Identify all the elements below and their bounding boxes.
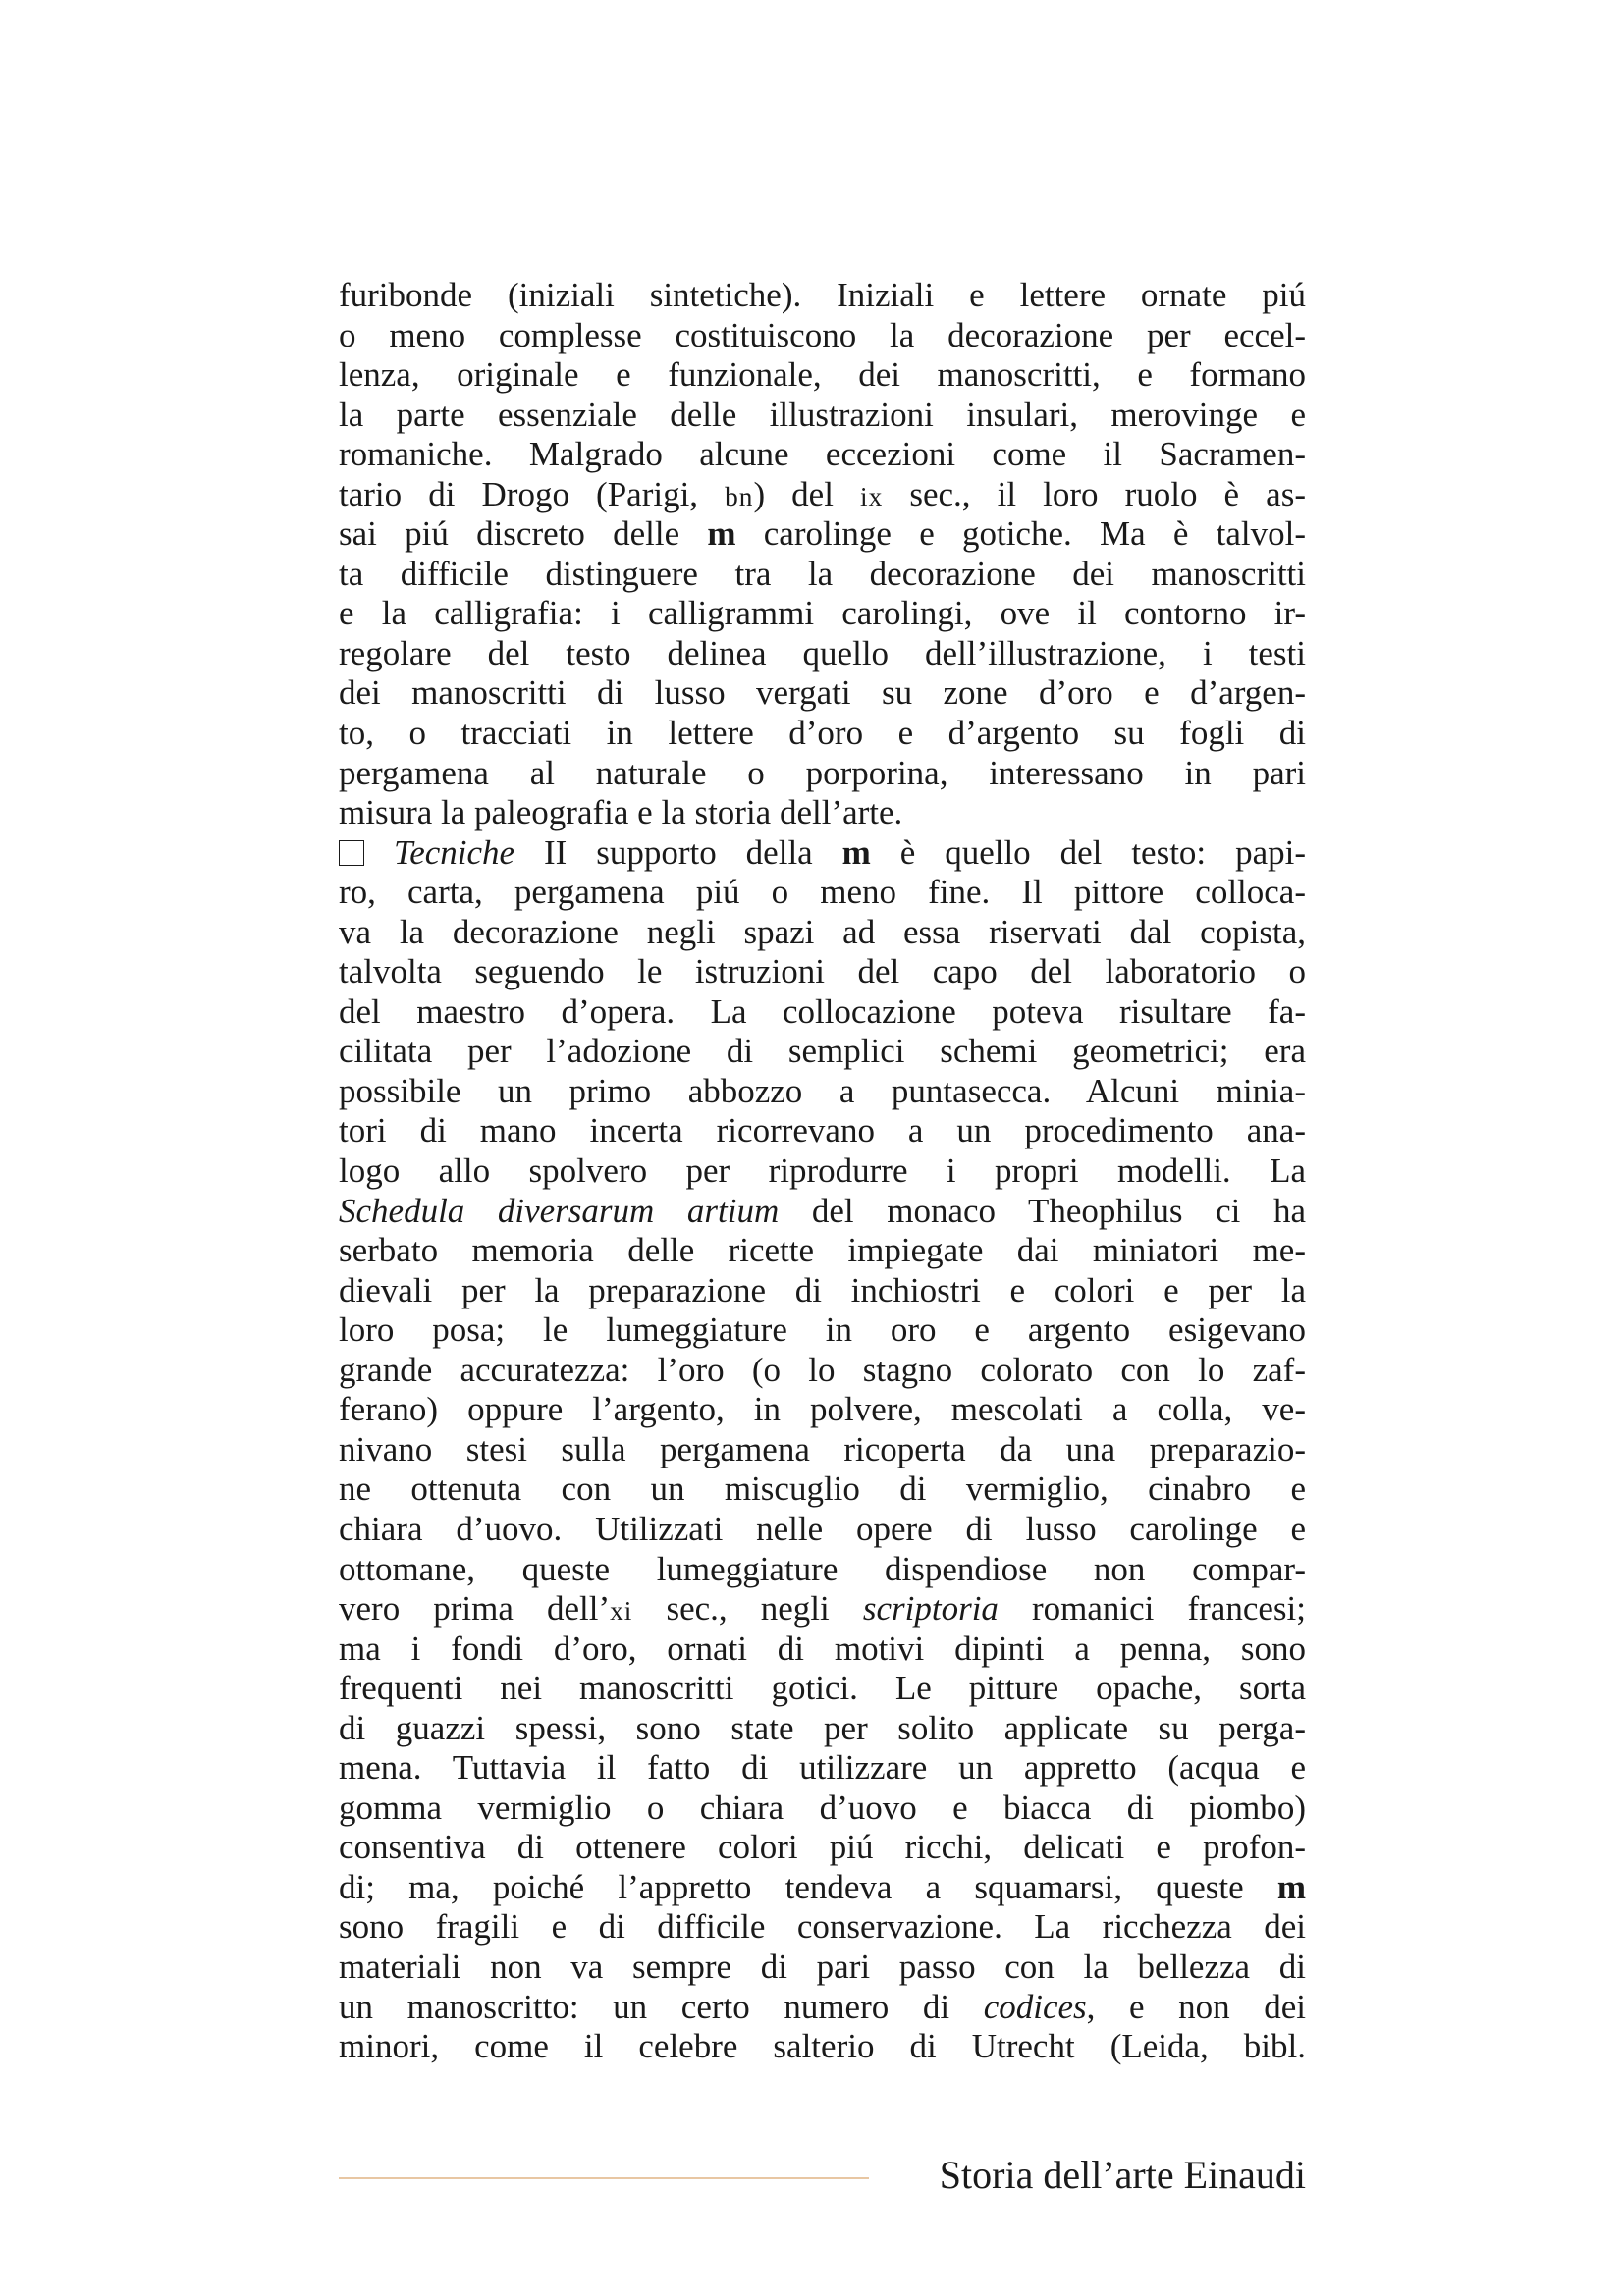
text-line	[339, 1430, 1306, 1470]
text-line	[339, 1271, 1306, 1311]
text-line	[339, 1111, 1306, 1151]
text-span: o meno complesse costituiscono la decorazione per eccel-	[339, 315, 1306, 354]
text-line	[339, 673, 1306, 714]
text-line	[339, 1709, 1306, 1749]
text-line	[339, 1550, 1306, 1590]
text-line	[339, 1469, 1306, 1510]
bold-term: m	[841, 832, 871, 872]
text-span: un manoscritto: un certo numero di	[339, 1987, 984, 2026]
text-line	[339, 1789, 1306, 1829]
text-line	[339, 1032, 1306, 1072]
text-line	[339, 1151, 1306, 1192]
text-span: carolinge e gotiche. Ma è talvol-	[735, 514, 1306, 554]
text-line	[339, 276, 1306, 316]
text-line	[339, 1310, 1306, 1351]
text-span: di; ma, poiché l’appretto tendeva a squamarsi, queste	[339, 1867, 1277, 1906]
bold-term: m	[1276, 1867, 1306, 1906]
roman-numeral: ix	[860, 481, 884, 511]
text-span: dei manoscritti di lusso vergati su zone d’oro e d’argen-	[339, 673, 1306, 713]
text-line	[339, 396, 1306, 436]
text-line	[339, 1192, 1306, 1232]
text-span: talvolta seguendo le istruzioni del capo del laboratorio o	[339, 952, 1306, 991]
text-line	[339, 435, 1306, 475]
text-span: grande accuratezza: l’oro (o lo stagno colorato con lo zaf-	[339, 1350, 1306, 1389]
text-line	[339, 833, 1306, 874]
text-span: II supporto della	[514, 832, 842, 872]
text-line	[339, 992, 1306, 1033]
text-span: ta difficile distinguere tra la decorazione dei manoscritti	[339, 554, 1306, 593]
roman-numeral: xi	[610, 1596, 633, 1627]
text-line	[339, 714, 1306, 754]
text-span: regolare del testo delinea quello dell’illustrazione, i testi	[339, 633, 1306, 672]
bold-term: m	[707, 514, 736, 554]
text-span: sono fragili e di difficile conservazione. La ricchezza dei	[339, 1907, 1306, 1947]
text-line	[339, 952, 1306, 992]
text-span: minori, come il celebre salterio di Utrecht (Leida, bibl.	[339, 2027, 1306, 2066]
text-line	[339, 913, 1306, 953]
text-span: frequenti nei manoscritti gotici. Le pitture opache, sorta	[339, 1669, 1306, 1708]
text-span: furibonde (iniziali sintetiche). Iniziali e lettere ornate piú	[339, 276, 1306, 314]
text-line	[339, 754, 1306, 794]
text-line	[339, 1669, 1306, 1709]
text-span: mena. Tuttavia il fatto di utilizzare un appretto (acqua e	[339, 1748, 1306, 1788]
text-span: to, o tracciati in lettere d’oro e d’argento su fogli di	[339, 714, 1306, 753]
text-line	[339, 1868, 1306, 1908]
text-span: romanici francesi;	[998, 1589, 1306, 1629]
text-span: dievali per la preparazione di inchiostri e colori e per la	[339, 1270, 1306, 1309]
text-span: va la decorazione negli spazi ad essa riservati dal copista,	[339, 912, 1306, 951]
text-line	[339, 1907, 1306, 1948]
text-span: sec., negli	[632, 1589, 863, 1629]
text-line	[339, 1748, 1306, 1789]
text-line	[339, 873, 1306, 913]
footer-rule	[339, 2177, 869, 2179]
text-span: sai piú discreto delle	[339, 514, 708, 554]
text-span: tori di mano incerta ricorrevano a un procedimento ana-	[339, 1111, 1306, 1150]
text-line	[339, 1589, 1306, 1629]
text-line	[339, 1390, 1306, 1430]
text-span: chiara d’uovo. Utilizzati nelle opere di lusso carolinge e	[339, 1509, 1306, 1548]
text-span: , e non dei	[1086, 1987, 1306, 2026]
text-line	[339, 594, 1306, 634]
text-span: ferano) oppure l’argento, in polvere, mescolati a colla, ve-	[339, 1390, 1306, 1429]
text-span: lenza, originale e funzionale, dei manoscritti, e formano	[339, 355, 1306, 395]
section-heading: Tecniche	[393, 832, 515, 872]
text-span: tario di Drogo (Parigi,	[339, 474, 726, 513]
text-span: materiali non va sempre di pari passo con la bellezza di	[339, 1947, 1306, 1986]
text-line	[339, 1231, 1306, 1271]
italic-term: codices	[983, 1987, 1087, 2026]
text-span: ) del	[753, 474, 861, 513]
footer-title: Storia dell’arte Einaudi	[939, 2153, 1306, 2197]
text-line	[339, 555, 1306, 595]
text-line	[339, 1948, 1306, 1988]
text-span: sec., il loro ruolo è as-	[883, 474, 1306, 513]
text-line	[339, 634, 1306, 674]
text-line	[339, 793, 1306, 833]
text-span: ottomane, queste lumeggiature dispendiose non compar-	[339, 1549, 1306, 1588]
text-line	[339, 1351, 1306, 1391]
text-span: è quello del testo: papi-	[870, 832, 1306, 872]
text-span: consentiva di ottenere colori piú ricchi, delicati e profon-	[339, 1828, 1306, 1867]
text-line	[339, 1629, 1306, 1670]
text-span: serbato memoria delle ricette impiegate dai miniatori me-	[339, 1231, 1306, 1270]
text-span: ma i fondi d’oro, ornati di motivi dipinti a penna, sono	[339, 1629, 1306, 1668]
text-span: ne ottenuta con un miscuglio di vermiglio, cinabro e	[339, 1469, 1306, 1509]
text-span: romaniche. Malgrado alcune eccezioni come il Sacramen-	[339, 435, 1306, 474]
text-span: logo allo spolvero per riprodurre i propri modelli. La	[339, 1151, 1306, 1191]
text-span: possibile un primo abbozzo a puntasecca. Alcuni minia-	[339, 1071, 1306, 1110]
text-span: la parte essenziale delle illustrazioni insulari, merovinge e	[339, 395, 1306, 434]
text-span: del maestro d’opera. La collocazione poteva risultare fa-	[339, 991, 1306, 1031]
text-span: gomma vermiglio o chiara d’uovo e biacca di piombo)	[339, 1788, 1306, 1827]
section-box-icon	[339, 840, 364, 866]
italic-term: scriptoria	[862, 1589, 999, 1629]
abbreviation: bn	[725, 481, 754, 511]
text-span: e la calligrafia: i calligrammi carolingi, ove il contorno ir-	[339, 594, 1306, 633]
text-line	[339, 355, 1306, 396]
text-span: di guazzi spessi, sono state per solito applicate su perga-	[339, 1708, 1306, 1747]
text-span: nivano stesi sulla pergamena ricoperta da una preparazio-	[339, 1429, 1306, 1468]
text-span: pergamena al naturale o porporina, interessano in pari	[339, 753, 1306, 792]
text-line	[339, 1072, 1306, 1112]
text-line	[339, 1828, 1306, 1868]
text-span: loro posa; le lumeggiature in oro e argento esigevano	[339, 1310, 1306, 1350]
text-line	[339, 2027, 1306, 2067]
italic-title: Schedula diversarum artium	[339, 1191, 780, 1230]
text-line	[339, 514, 1306, 555]
text-line	[339, 475, 1306, 515]
body-text	[339, 276, 1306, 2067]
text-line	[339, 1988, 1306, 2028]
text-span: cilitata per l’adozione di semplici schemi geometrici; era	[339, 1032, 1306, 1071]
text-span: ro, carta, pergamena piú o meno fine. Il pittore colloca-	[339, 873, 1306, 912]
text-line	[339, 316, 1306, 356]
text-span: vero prima dell’	[339, 1589, 611, 1629]
text-span: del monaco Theophilus ci ha	[779, 1191, 1306, 1230]
text-line	[339, 1510, 1306, 1550]
text-span: misura la paleografia e la storia dell’arte.	[339, 793, 903, 832]
